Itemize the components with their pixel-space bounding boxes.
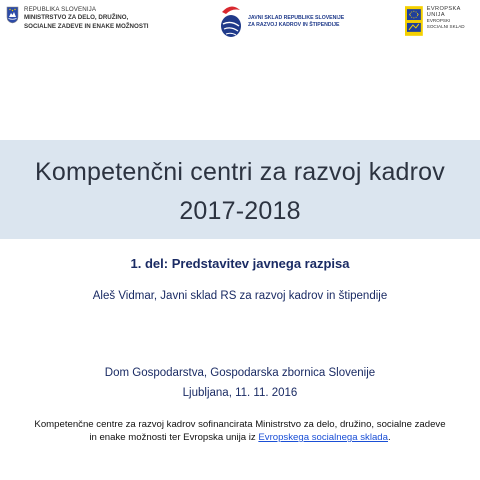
eu-line-2: EVROPSKI xyxy=(426,18,451,23)
eu-flag-icon xyxy=(405,6,423,36)
esf-link[interactable]: Evropskega socialnega sklada xyxy=(258,432,388,443)
page-title-line-1: Kompetenčni centri za razvoj kadrov xyxy=(35,158,445,186)
footer-line-2 xyxy=(0,431,480,444)
eu-line-3: SOCIALNI SKLAD xyxy=(426,24,465,29)
fund-line-2: ZA RAZVOJ KADROV IN ŠTIPENDIJE xyxy=(248,22,340,28)
footer-line-2-prefix: in enake možnosti ter Evropska unija iz xyxy=(89,432,259,443)
ministry-line-3: SOCIALNE ZADEVE IN ENAKE MOŽNOSTI xyxy=(24,22,149,30)
ministry-logo xyxy=(6,6,148,31)
footer xyxy=(0,418,480,444)
footer-line-1: Kompetenčne centre za razvoj kadrov sofinancirata Ministrstvo za delo, družino, socialne zadeve xyxy=(34,419,446,430)
fund-line-1: JAVNI SKLAD REPUBLIKE SLOVENIJE xyxy=(248,15,345,22)
fund-emblem-icon xyxy=(218,2,244,42)
logo-bar xyxy=(0,0,480,50)
page-title-line-2: 2017-2018 xyxy=(179,197,301,225)
author: Aleš Vidmar, Javni sklad RS za razvoj kadrov in štipendije xyxy=(92,290,388,302)
ministry-line-2: MINISTRSTVO ZA DELO, DRUŽINO, xyxy=(24,14,129,22)
eu-logo xyxy=(405,6,480,36)
venue: Dom Gospodarstva, Gospodarska zbornica Slovenije xyxy=(104,367,376,379)
subtitle: 1. del: Predstavitev javnega razpisa xyxy=(130,256,350,271)
footer-line-2-suffix: . xyxy=(387,432,391,443)
fund-logo xyxy=(218,2,344,42)
slovenia-crest-icon xyxy=(6,6,19,24)
eu-line-1: EVROPSKA UNIJA xyxy=(426,6,461,18)
ministry-line-1: REPUBLIKA SLOVENIJA xyxy=(24,6,97,13)
date: Ljubljana, 11. 11. 2016 xyxy=(182,387,298,399)
